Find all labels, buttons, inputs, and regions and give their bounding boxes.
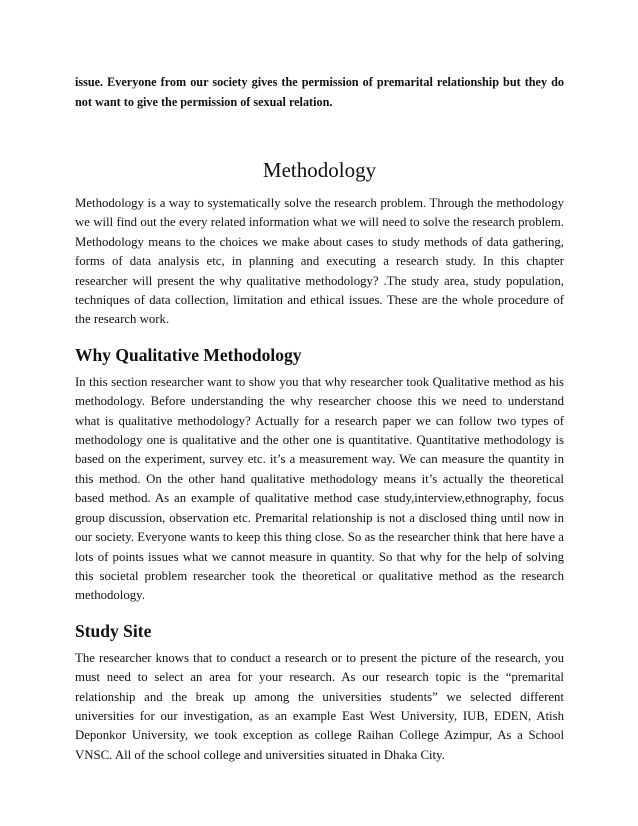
study-site-heading: Study Site bbox=[75, 620, 152, 641]
why-qualitative-paragraph: In this section researcher want to show you that why researcher took Qualitative method as his methodology. Before understanding the why researcher choose this we need to understand what is qualitative methodology? Actually for a research paper we can follow two types of methodology one is qualitative and the other one is quantitative. Quantitative methodology is based on the experiment, survey etc. it’s a measurement way. We can measure the quantity in this method. On the other hand qualitative methodology means it’s actually the theoretical based method. As an example of qualitative method case study,interview,ethnography, focus group discussion, observation etc. Premarital relationship is not a disclosed thing until now in our society. Everyone wants to keep this thing close. So as the researcher think that here have a lots of points issues what we cannot measure in quantity. So that why for the help of solving this societal problem researcher took the theoretical or qualitative method as the research methodology. bbox=[75, 374, 564, 603]
methodology-heading: Methodology bbox=[262, 158, 377, 182]
why-qualitative-heading: Why Qualitative Methodology bbox=[75, 344, 302, 365]
intro-paragraph: issue. Everyone from our society gives the permission of premarital relationship but they do not want to give the permission of sexual relation. bbox=[75, 75, 564, 109]
methodology-paragraph: Methodology is a way to systematically solve the research problem. Through the methodology we will find out the every related information what we will need to solve the research problem. Methodology means to the choices we make about cases to study methods of data gathering, forms of data analysis etc, in planning and executing a research study. In this chapter researcher will present the why qualitative methodology? .The study area, study population, techniques of data collection, limitation and ethical issues. These are the whole procedure of the research work. bbox=[75, 196, 564, 327]
page-content bbox=[75, 72, 564, 765]
study-site-paragraph: The researcher knows that to conduct a research or to present the picture of the research, you must need to select an area for your research. As our research topic is the “premarital relationship and the break up among the universities students” we selected different universities for our investigation, as an example East West University, IUB, EDEN, Atish Deponkor University, we took exception as college Raihan College Azimpur, As a School VNSC. All of the school college and universities situated in Dhaka City. bbox=[75, 650, 564, 762]
